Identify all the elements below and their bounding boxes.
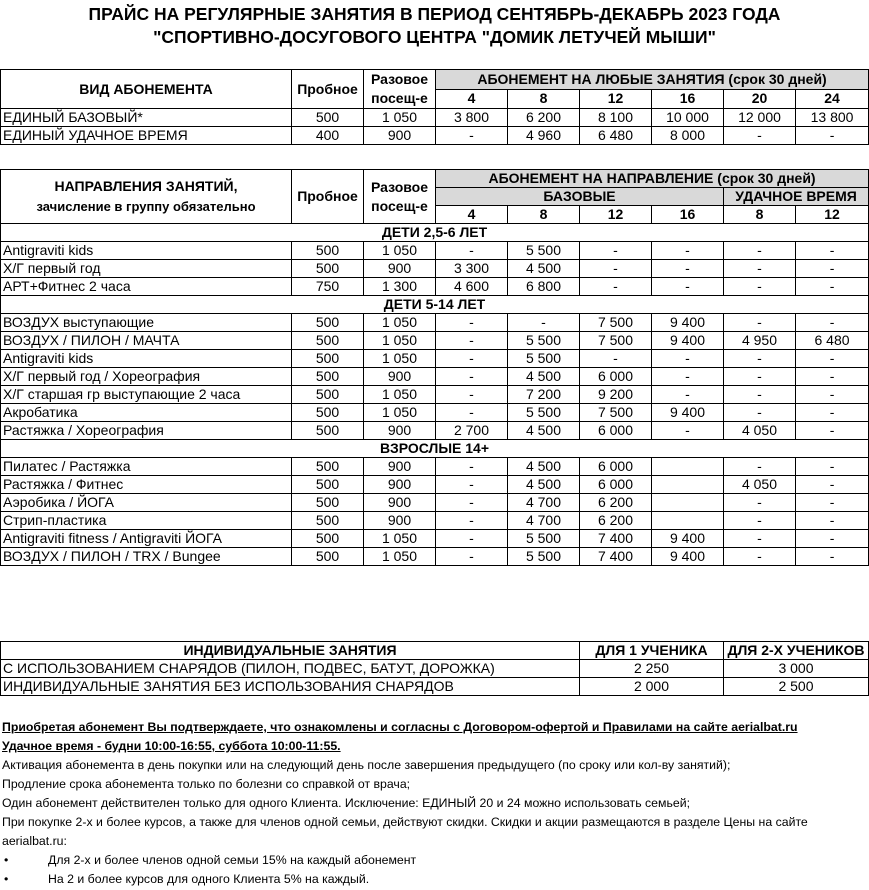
subscription-price: - (796, 530, 869, 548)
table-row (1, 548, 869, 566)
subscription-price: - (724, 404, 796, 422)
subscription-price: - (436, 350, 508, 368)
row-name: Antigraviti kids (1, 350, 292, 368)
count-header: 24 (796, 89, 869, 109)
row-name: ЕДИНЫЙ УДАЧНОЕ ВРЕМЯ (1, 127, 292, 145)
section-header: ВЗРОСЛЫЕ 14+ (1, 440, 869, 458)
subscription-price: - (796, 548, 869, 566)
section-header: ДЕТИ 2,5-6 ЛЕТ (1, 224, 869, 242)
row-name: ЕДИНЫЙ БАЗОВЫЙ* (1, 109, 292, 127)
table-row (1, 476, 869, 494)
table-row (1, 242, 869, 260)
single-price: 900 (364, 260, 436, 278)
subscription-price: - (652, 368, 724, 386)
count-header: 4 (436, 206, 508, 224)
table-row (1, 422, 869, 440)
subscription-price: 4 500 (508, 458, 580, 476)
subscription-price: 7 200 (508, 386, 580, 404)
single-price: 900 (364, 368, 436, 386)
subscription-price: 9 400 (652, 404, 724, 422)
subscription-price: - (652, 422, 724, 440)
subscription-price: 4 500 (508, 368, 580, 386)
count-header: 8 (508, 89, 580, 109)
subscription-price: - (508, 314, 580, 332)
section-header-row (1, 224, 869, 242)
single-price: 1 050 (364, 332, 436, 350)
subscription-price: 12 000 (724, 109, 796, 127)
count-header: 4 (436, 89, 508, 109)
trial-price: 500 (292, 476, 364, 494)
single-price: 1 050 (364, 314, 436, 332)
subscription-price: 9 400 (652, 548, 724, 566)
subscription-price: 5 500 (508, 242, 580, 260)
single-price: 900 (364, 422, 436, 440)
subscription-price: - (724, 350, 796, 368)
subscription-price: - (796, 422, 869, 440)
page-title-line1: ПРАЙС НА РЕГУЛЯРНЫЕ ЗАНЯТИЯ В ПЕРИОД СЕНТЯБРЬ-ДЕКАБРЬ 2023 ГОДА (88, 4, 781, 24)
subscription-price: - (796, 476, 869, 494)
section-header-row (1, 440, 869, 458)
subscription-price: - (724, 530, 796, 548)
subscription-price: 7 500 (580, 404, 652, 422)
subscription-price: - (724, 260, 796, 278)
trial-price: 500 (292, 404, 364, 422)
subscription-price: - (436, 494, 508, 512)
row-name: ВОЗДУХ / ПИЛОН / МАЧТА (1, 332, 292, 350)
subscription-price: 7 400 (580, 548, 652, 566)
subscription-price: - (796, 458, 869, 476)
col-trial-header: Пробное (292, 70, 364, 109)
row-name: АРТ+Фитнес 2 часа (1, 278, 292, 296)
subscription-price: 8 000 (652, 127, 724, 145)
table-row (1, 494, 869, 512)
subscription-price: 4 960 (508, 127, 580, 145)
col-one-student: ДЛЯ 1 УЧЕНИКА (580, 642, 724, 660)
subscription-price: - (796, 368, 869, 386)
subscription-price: - (652, 386, 724, 404)
table-row (1, 368, 869, 386)
count-header: 20 (724, 89, 796, 109)
note-discounts: При покупке 2-х и более курсов, а также для членов одной семьи, действуют скидки. Скидки и акции размещаются в разделе Цены на сайте aerialbat.ru: (2, 815, 808, 848)
trial-price: 500 (292, 422, 364, 440)
trial-price: 500 (292, 494, 364, 512)
col-type-header: ВИД АБОНЕМЕНТА (1, 70, 292, 109)
subscription-price: 9 200 (580, 386, 652, 404)
subscription-price: - (724, 127, 796, 145)
subscription-price: 5 500 (508, 404, 580, 422)
offer-note: Приобретая абонемент Вы подтверждаете, что ознакомлены и согласны с Договором-офертой и Правилами на сайте aerialbat.ru (2, 720, 798, 734)
table-row (1, 332, 869, 350)
subscription-price: - (724, 242, 796, 260)
discount-courses: • На 2 и более курсов для одного Клиента 5% на каждый. (2, 870, 868, 889)
trial-price: 500 (292, 242, 364, 260)
row-name: ВОЗДУХ выступающие (1, 314, 292, 332)
table-row (1, 404, 869, 422)
subscription-price: 6 000 (580, 458, 652, 476)
table-row (1, 314, 869, 332)
trial-price: 750 (292, 278, 364, 296)
subscription-price: 3 800 (436, 109, 508, 127)
subscription-price: - (796, 494, 869, 512)
individual-lessons-table (0, 641, 869, 696)
row-name: С ИСПОЛЬЗОВАНИЕМ СНАРЯДОВ (ПИЛОН, ПОДВЕС, БАТУТ, ДОРОЖКА) (1, 660, 580, 678)
trial-price: 400 (292, 127, 364, 145)
count-header: 12 (580, 206, 652, 224)
subscription-price: - (724, 458, 796, 476)
count-header: 16 (652, 206, 724, 224)
price-two-students: 2 500 (724, 678, 869, 696)
subscription-price (652, 494, 724, 512)
trial-price: 500 (292, 350, 364, 368)
subscription-price: - (436, 332, 508, 350)
subscription-price: 9 400 (652, 332, 724, 350)
subscription-price: - (796, 314, 869, 332)
subscription-price: - (724, 494, 796, 512)
bullet-icon: • (4, 872, 9, 886)
table-row (1, 127, 869, 145)
subscription-price: 9 400 (652, 314, 724, 332)
count-header: 8 (724, 206, 796, 224)
discount-family: • Для 2-х и более членов одной семьи 15% на каждый абонемент (2, 851, 868, 870)
subscription-price: 4 700 (508, 512, 580, 530)
subscription-price: 6 200 (580, 512, 652, 530)
trial-price: 500 (292, 332, 364, 350)
subscription-price: 4 500 (508, 422, 580, 440)
section-header: ДЕТИ 5-14 ЛЕТ (1, 296, 869, 314)
direction-subscription-table (0, 169, 869, 566)
subscription-price: 6 480 (796, 332, 869, 350)
table-row (1, 278, 869, 296)
single-price: 1 050 (364, 350, 436, 368)
single-price: 900 (364, 127, 436, 145)
subscription-price: 7 500 (580, 332, 652, 350)
subscription-price (652, 476, 724, 494)
subscription-price: 4 050 (724, 476, 796, 494)
section-header-row (1, 296, 869, 314)
price-one-student: 2 000 (580, 678, 724, 696)
single-price: 1 050 (364, 530, 436, 548)
subscription-price: - (724, 368, 796, 386)
subscription-price: - (796, 404, 869, 422)
table-row (1, 530, 869, 548)
trial-price: 500 (292, 512, 364, 530)
subscription-price: 7 500 (580, 314, 652, 332)
subscription-price: 5 500 (508, 332, 580, 350)
subscription-price: - (796, 386, 869, 404)
subscription-price: - (724, 386, 796, 404)
subscription-price: - (652, 260, 724, 278)
count-header: 12 (580, 89, 652, 109)
subscription-price (652, 458, 724, 476)
trial-price: 500 (292, 314, 364, 332)
subscription-price: 4 500 (508, 476, 580, 494)
single-price: 1 050 (364, 404, 436, 422)
table-row (1, 678, 869, 696)
row-name: Antigraviti fitness / Antigraviti ЙОГА (1, 530, 292, 548)
table-row (1, 260, 869, 278)
row-name: Х/Г первый год (1, 260, 292, 278)
subscription-price: - (724, 548, 796, 566)
trial-price: 500 (292, 530, 364, 548)
base-header: БАЗОВЫЕ (436, 188, 724, 206)
col-two-students: ДЛЯ 2-Х УЧЕНИКОВ (724, 642, 869, 660)
subscription-price: - (580, 350, 652, 368)
row-name: Растяжка / Хореография (1, 422, 292, 440)
col-direction-header: НАПРАВЛЕНИЯ ЗАНЯТИЙ, зачисление в группу обязательно (1, 170, 292, 224)
row-name: Х/Г первый год / Хореография (1, 368, 292, 386)
subscription-price: - (724, 512, 796, 530)
subscription-price: - (436, 548, 508, 566)
table-row (1, 660, 869, 678)
subscription-price: - (436, 476, 508, 494)
single-price: 900 (364, 512, 436, 530)
subscription-price: - (796, 260, 869, 278)
row-name: ВОЗДУХ / ПИЛОН / TRX / Bungee (1, 548, 292, 566)
subscription-price: - (796, 242, 869, 260)
row-name: Х/Г старшая гр выступающие 2 часа (1, 386, 292, 404)
trial-price: 500 (292, 548, 364, 566)
note-single-client: Один абонемент действителен только для одного Клиента. Исключение: ЕДИНЫЙ 20 и 24 можно использовать семьей; (2, 796, 690, 810)
note-activation: Активация абонемента в день покупки или на следующий день после завершения предыдущего (по сроку или кол-ву занятий); (2, 758, 731, 772)
row-name: Растяжка / Фитнес (1, 476, 292, 494)
table-row (1, 512, 869, 530)
table-row (1, 109, 869, 127)
single-price: 900 (364, 494, 436, 512)
subscription-price: 9 400 (652, 530, 724, 548)
count-header: 8 (508, 206, 580, 224)
row-name: Акробатика (1, 404, 292, 422)
single-price: 1 300 (364, 278, 436, 296)
subscription-price: - (436, 530, 508, 548)
note-extension: Продление срока абонемента только по болезни со справкой от врача; (2, 777, 411, 791)
subscription-price: - (580, 260, 652, 278)
subscription-price: 4 500 (508, 260, 580, 278)
subscription-price: - (796, 278, 869, 296)
subscription-price: - (436, 512, 508, 530)
lucky-time-note: Удачное время - будни 10:00-16:55, суббота 10:00-11:55. (2, 739, 341, 753)
subscription-price (652, 512, 724, 530)
trial-price: 500 (292, 109, 364, 127)
subscription-price: 5 500 (508, 530, 580, 548)
subscription-price: - (436, 386, 508, 404)
subscription-price: 6 800 (508, 278, 580, 296)
row-name: Аэробика / ЙОГА (1, 494, 292, 512)
subscription-price: - (580, 242, 652, 260)
subscription-price: 2 700 (436, 422, 508, 440)
table-row (1, 458, 869, 476)
subscription-price: - (436, 314, 508, 332)
subscription-price: - (724, 278, 796, 296)
subscription-price: - (796, 512, 869, 530)
subscription-price: 8 100 (580, 109, 652, 127)
subscription-price: - (724, 314, 796, 332)
page-title-line2: "СПОРТИВНО-ДОСУГОВОГО ЦЕНТРА "ДОМИК ЛЕТУЧЕЙ МЫШИ" (153, 27, 716, 47)
subscription-price: 7 400 (580, 530, 652, 548)
subscription-price: 6 000 (580, 368, 652, 386)
col-single-header: Разовое посещ-е (364, 170, 436, 224)
subscription-price: - (652, 350, 724, 368)
price-one-student: 2 250 (580, 660, 724, 678)
single-price: 1 050 (364, 386, 436, 404)
subscription-price: 6 000 (580, 476, 652, 494)
lucky-time-header: УДАЧНОЕ ВРЕМЯ (724, 188, 869, 206)
single-price: 900 (364, 458, 436, 476)
subscription-price: - (436, 404, 508, 422)
subscription-price: 3 300 (436, 260, 508, 278)
subscription-price: - (652, 278, 724, 296)
bullet-icon: • (4, 853, 9, 867)
single-price: 900 (364, 476, 436, 494)
subscription-price: 6 200 (580, 494, 652, 512)
subscription-price: - (436, 242, 508, 260)
universal-subscription-table (0, 69, 869, 145)
subscription-price: 6 000 (580, 422, 652, 440)
trial-price: 500 (292, 368, 364, 386)
trial-price: 500 (292, 260, 364, 278)
single-price: 1 050 (364, 548, 436, 566)
subscription-price: 13 800 (796, 109, 869, 127)
subscription-price: - (580, 278, 652, 296)
subscription-price: - (652, 242, 724, 260)
subscription-price: 4 700 (508, 494, 580, 512)
subscription-price: 4 600 (436, 278, 508, 296)
subscription-price: 6 200 (508, 109, 580, 127)
subscription-price: 6 480 (580, 127, 652, 145)
subscription-price: - (796, 350, 869, 368)
subscription-price: 4 050 (724, 422, 796, 440)
count-header: 16 (652, 89, 724, 109)
row-name: Стрип-пластика (1, 512, 292, 530)
trial-price: 500 (292, 386, 364, 404)
subscription-price: - (436, 127, 508, 145)
notes (2, 718, 868, 889)
subscription-price: 5 500 (508, 548, 580, 566)
subscription-price: - (436, 368, 508, 386)
subscription-price: 10 000 (652, 109, 724, 127)
count-header: 12 (796, 206, 869, 224)
row-name: Antigraviti kids (1, 242, 292, 260)
subscription-price: - (796, 127, 869, 145)
group-header: АБОНЕМЕНТ НА ЛЮБЫЕ ЗАНЯТИЯ (срок 30 дней) (436, 70, 869, 90)
subscription-price: 5 500 (508, 350, 580, 368)
single-price: 1 050 (364, 242, 436, 260)
col-trial-header: Пробное (292, 170, 364, 224)
subscription-price: 4 950 (724, 332, 796, 350)
table-row (1, 350, 869, 368)
trial-price: 500 (292, 458, 364, 476)
row-name: Пилатес / Растяжка (1, 458, 292, 476)
group-header: АБОНЕМЕНТ НА НАПРАВЛЕНИЕ (срок 30 дней) (436, 170, 869, 188)
price-two-students: 3 000 (724, 660, 869, 678)
individual-header: ИНДИВИДУАЛЬНЫЕ ЗАНЯТИЯ (1, 642, 580, 660)
table-row (1, 386, 869, 404)
subscription-price: - (436, 458, 508, 476)
single-price: 1 050 (364, 109, 436, 127)
row-name: ИНДИВИДУАЛЬНЫЕ ЗАНЯТИЯ БЕЗ ИСПОЛЬЗОВАНИЯ СНАРЯДОВ (1, 678, 580, 696)
col-single-header: Разовое посещ-е (364, 70, 436, 109)
